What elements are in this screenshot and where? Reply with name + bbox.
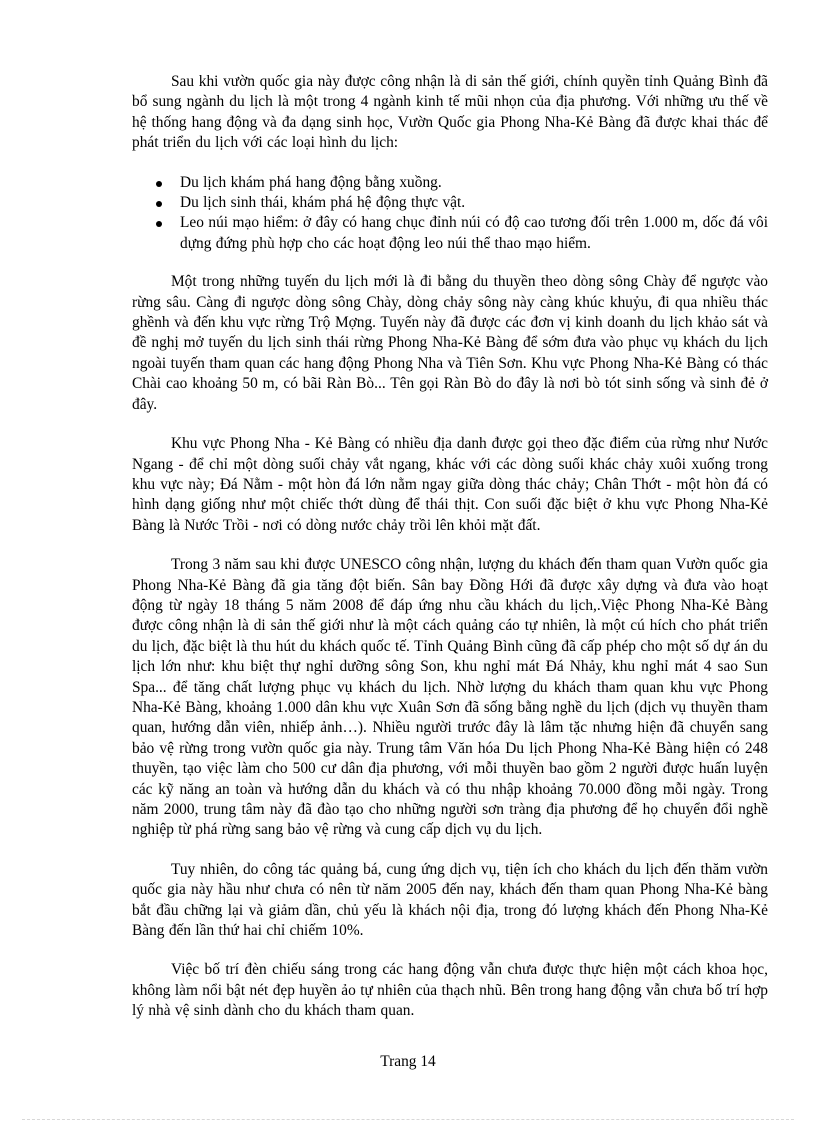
bullet-icon bbox=[156, 201, 162, 207]
paragraph-intro: Sau khi vườn quốc gia này được công nhận là di sản thế giới, chính quyền tỉnh Quảng Bình đã bổ sung ngành du lịch là một trong 4 ngành kinh tế mũi nhọn của địa phương. Với những ưu thế về hệ thống hang động và đa dạng sinh học, Vườn Quốc gia Phong Nha-Kẻ Bàng đã được khai thác để phát triển du lịch với các loại hình du lịch: bbox=[132, 73, 768, 152]
list-item bbox=[180, 193, 768, 213]
paragraph-river-tour: Một trong những tuyến du lịch mới là đi bằng du thuyền theo dòng sông Chày để ngược vào rừng sâu. Càng đi ngược dòng sông Chày, dòng chảy sông này càng khúc khuỷu, đi qua nhiều thác ghềnh và đến khu vực rừng Trộ Mợng. Tuyến này đã được các đơn vị kinh doanh du lịch khảo sát và đề nghị mở tuyến du lịch sinh thái rừng Phong Nha-Kẻ Bàng để sớm đưa vào phục vụ khách du lịch ngoài tuyến tham quan các hang động Phong Nha và Tiên Sơn. Khu vực Phong Nha-Kẻ Bàng có thác Chài cao khoảng 50 m, có bãi Ràn Bò... Tên gọi Ràn Bò do đây là nơi bò tót sinh sống và sinh đẻ ở đây. bbox=[132, 273, 768, 413]
tourism-types-list bbox=[132, 173, 768, 255]
list-item-text: Du lịch khám phá hang động bằng xuồng. bbox=[180, 173, 442, 191]
bullet-icon bbox=[156, 181, 162, 187]
list-item bbox=[180, 213, 768, 254]
paragraph-place-names: Khu vực Phong Nha - Kẻ Bàng có nhiều địa danh được gọi theo đặc điểm của rừng như Nước Ngang - để chỉ một dòng suối chảy vắt ngang, khác với các dòng suối khác chảy xuôi xuống trong khu vực này; Đá Nằm - một hòn đá lớn nằm ngay giữa dòng thác chảy; Chân Thớt - một hòn đá có hình dạng giống như một chiếc thớt dùng để thái thịt. Con suối đặc biệt ở khu vực Phong Nha-Kẻ Bàng là Nước Trồi - nơi có dòng nước chảy trồi lên khỏi mặt đất. bbox=[132, 435, 768, 534]
page-body bbox=[132, 72, 768, 1041]
list-item-text: Du lịch sinh thái, khám phá hệ động thực vật. bbox=[180, 194, 466, 212]
list-item-text: Leo núi mạo hiểm: ở đây có hang chục đỉnh núi có độ cao tương đối trên 1.000 m, dốc đá vôi dựng đứng phù hợp cho các hoạt động leo núi thể thao mạo hiểm. bbox=[180, 214, 768, 252]
paragraph-lighting: Việc bố trí đèn chiếu sáng trong các hang động vẫn chưa được thực hiện một cách khoa học, không làm nổi bật nét đẹp huyền ảo tự nhiên của thạch nhũ. Bên trong hang động vẫn chưa bố trí hợp lý nhà vệ sinh dành cho du khách tham quan. bbox=[132, 961, 768, 1020]
list-item bbox=[180, 173, 768, 193]
page-number: Trang 14 bbox=[380, 1053, 436, 1070]
page-bottom-divider bbox=[22, 1119, 794, 1120]
bullet-icon bbox=[156, 221, 162, 227]
paragraph-visitor-growth: Trong 3 năm sau khi được UNESCO công nhận, lượng du khách đến tham quan Vườn quốc gia Phong Nha-Kẻ Bàng đã gia tăng đột biến. Sân bay Đồng Hới đã được xây dựng và đưa vào hoạt động từ ngày 18 tháng 5 năm 2008 để đáp ứng nhu cầu khách du lịch,.Việc Phong Nha-Kẻ Bàng được công nhận là di sản thế giới như là một cách quảng cáo tự nhiên, là một cú hích cho phát triển du lịch, đặc biệt là thu hút du khách quốc tế. Tỉnh Quảng Bình cũng đã cấp phép cho một số dự án du lịch lớn như: khu biệt thự nghỉ dưỡng sông Son, khu nghỉ mát Đá Nhảy, khu nghỉ mát 4 sao Sun Spa... để tăng chất lượng phục vụ khách du lịch. Nhờ lượng du khách tham quan khu vực Phong Nha-Kẻ Bàng, khoảng 1.000 dân khu vực Xuân Sơn đã sống bằng nghề du lịch (dịch vụ thuyền tham quan, hướng dẫn viên, nhiếp ảnh…). Nhiều người trước đây là lâm tặc nhưng hiện đã chuyển sang bảo vệ rừng trong vườn quốc gia này. Trung tâm Văn hóa Du lịch Phong Nha-Kẻ Bàng hiện có 248 thuyền, tạo việc làm cho 500 cư dân địa phương, với mỗi thuyền bao gồm 2 người được huấn luyện các kỹ năng an toàn và hướng dẫn du khách và có thu nhập khoảng 70.000 đồng mỗi ngày. Trong năm 2000, trung tâm này đã đào tạo cho những người sơn tràng địa phương để họ chuyển đổi nghề nghiệp từ phá rừng sang bảo vệ rừng và cung cấp dịch vụ du lịch. bbox=[132, 556, 768, 839]
paragraph-decline: Tuy nhiên, do công tác quảng bá, cung ứng dịch vụ, tiện ích cho khách du lịch đến thăm vườn quốc gia này hầu như chưa có nên từ năm 2005 đến nay, khách đến tham quan Phong Nha-Kẻ bàng bắt đầu chững lại và giảm dần, chủ yếu là khách nội địa, trong đó lượng khách đến Phong Nha-Kẻ Bàng đến lần thứ hai chỉ chiếm 10%. bbox=[132, 860, 768, 940]
